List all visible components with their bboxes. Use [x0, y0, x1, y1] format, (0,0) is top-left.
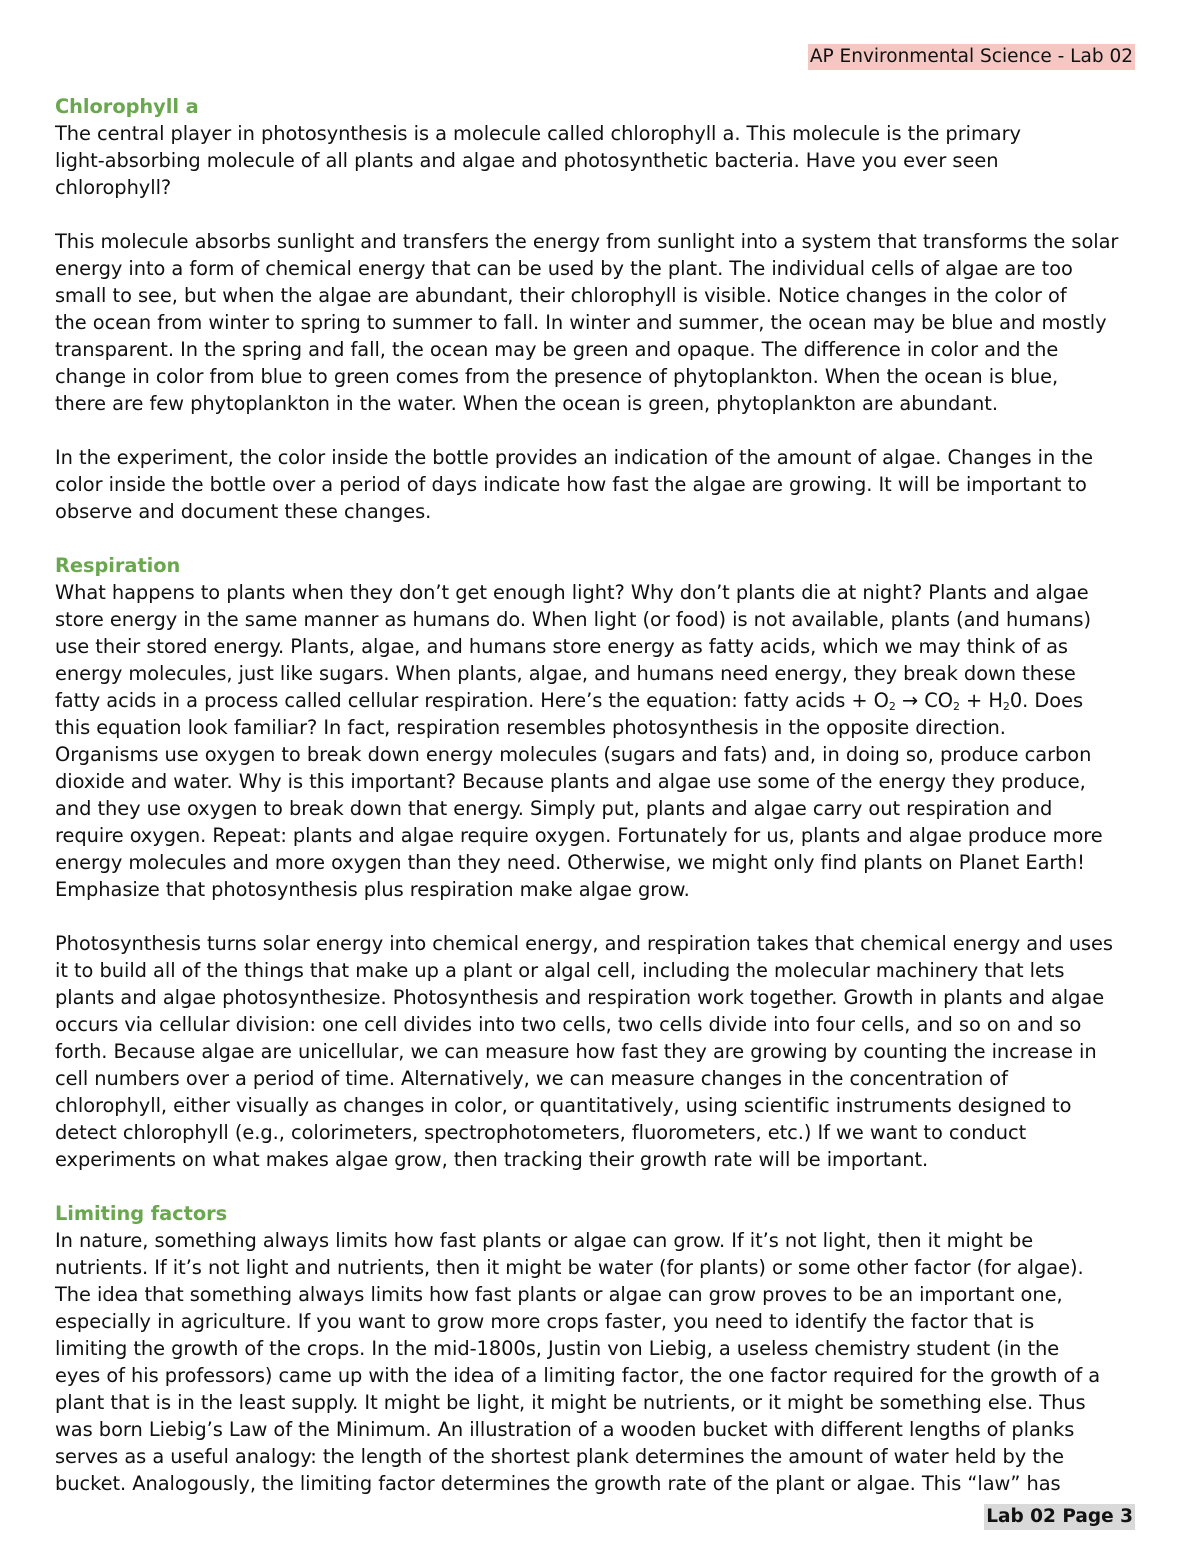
text-line: cell numbers over a period of time. Alternatively, we can measure changes in the concentration of	[55, 1067, 1008, 1090]
text-line: nutrients. If it’s not light and nutrients, then it might be water (for plants) or some other factor (for algae).	[55, 1256, 1084, 1279]
text-line: the ocean from winter to spring to summer to fall. In winter and summer, the ocean may be blue and mostly	[55, 311, 1107, 334]
text-line: occurs via cellular division: one cell divides into two cells, two cells divide into four cells, and so on and so	[55, 1013, 1082, 1036]
section-heading-limiting-factors: Limiting factors	[55, 1202, 228, 1225]
text-line: and they use oxygen to break down that energy. Simply put, plants and algae carry out respiration and	[55, 797, 1053, 820]
text-line: use their stored energy. Plants, algae, and humans store energy as fatty acids, which we may think of as	[55, 635, 1068, 658]
equation-text: + H	[959, 689, 1003, 712]
respiration-paragraph-2	[55, 930, 1135, 1173]
respiration-paragraph-1	[55, 579, 1135, 903]
text-line: The idea that something always limits how fast plants or algae can grow proves to be an important one,	[55, 1283, 1063, 1306]
text-line: change in color from blue to green comes from the presence of phytoplankton. When the ocean is blue,	[55, 365, 1059, 388]
chlorophyll-paragraph-2	[55, 228, 1135, 417]
text-line: plant that is in the least supply. It might be light, it might be nutrients, or it might be something else. Thus	[55, 1391, 1086, 1414]
section-heading-respiration: Respiration	[55, 554, 181, 577]
text-line: eyes of his professors) came up with the idea of a limiting factor, the one factor required for the growth of a	[55, 1364, 1101, 1387]
text-line: this equation look familiar? In fact, respiration resembles photosynthesis in the opposite direction.	[55, 716, 1006, 739]
text-line: experiments on what makes algae grow, then tracking their growth rate will be important.	[55, 1148, 929, 1171]
text-line: In nature, something always limits how fast plants or algae can grow. If it’s not light, then it might be	[55, 1229, 1034, 1252]
text-line: detect chlorophyll (e.g., colorimeters, spectrophotometers, fluorometers, etc.) If we want to conduct	[55, 1121, 1027, 1144]
text-line: there are few phytoplankton in the water. When the ocean is green, phytoplankton are abundant.	[55, 392, 998, 415]
text-line: forth. Because algae are unicellular, we can measure how fast they are growing by counting the increase in	[55, 1040, 1097, 1063]
text-line: store energy in the same manner as humans do. When light (or food) is not available, plants (and humans)	[55, 608, 1091, 631]
page-number-footer: Lab 02 Page 3	[984, 1504, 1135, 1530]
chlorophyll-paragraph-3	[55, 444, 1135, 525]
text-line: transparent. In the spring and fall, the ocean may be green and opaque. The difference in color and the	[55, 338, 1059, 361]
document-header: AP Environmental Science - Lab 02	[808, 44, 1135, 70]
text-line: limiting the growth of the crops. In the mid-1800s, Justin von Liebig, a useless chemistry student (in the	[55, 1337, 1060, 1360]
text-line: chlorophyll, either visually as changes in color, or quantitatively, using scientific instruments designed to	[55, 1094, 1072, 1117]
equation-lead-text: fatty acids in a process called cellular respiration. Here’s the equation: fatty acids + O	[55, 689, 889, 712]
text-line: small to see, but when the algae are abundant, their chlorophyll is visible. Notice changes in the color of	[55, 284, 1067, 307]
text-line: energy into a form of chemical energy that can be used by the plant. The individual cells of algae are too	[55, 257, 1073, 280]
chlorophyll-paragraph-1	[55, 120, 1135, 201]
text-line: This molecule absorbs sunlight and transfers the energy from sunlight into a system that transforms the solar	[55, 230, 1119, 253]
text-line: Photosynthesis turns solar energy into chemical energy, and respiration takes that chemical energy and uses	[55, 932, 1113, 955]
text-line: especially in agriculture. If you want to grow more crops faster, you need to identify the factor that is	[55, 1310, 1035, 1333]
text-line: color inside the bottle over a period of days indicate how fast the algae are growing. It will be important to	[55, 473, 1087, 496]
text-line: Emphasize that photosynthesis plus respiration make algae grow.	[55, 878, 690, 901]
equation-text: → CO	[895, 689, 953, 712]
text-line: dioxide and water. Why is this important? Because plants and algae use some of the energy they produce,	[55, 770, 1086, 793]
text-line: observe and document these changes.	[55, 500, 432, 523]
text-line: In the experiment, the color inside the bottle provides an indication of the amount of algae. Changes in the	[55, 446, 1093, 469]
text-line: require oxygen. Repeat: plants and algae require oxygen. Fortunately for us, plants and algae produce more	[55, 824, 1103, 847]
text-line: chlorophyll?	[55, 176, 172, 199]
text-line: Organisms use oxygen to break down energy molecules (sugars and fats) and, in doing so, produce carbon	[55, 743, 1092, 766]
text-line: it to build all of the things that make up a plant or algal cell, including the molecular machinery that lets	[55, 959, 1065, 982]
text-line: plants and algae photosynthesize. Photosynthesis and respiration work together. Growth in plants and algae	[55, 986, 1105, 1009]
equation-tail-text: 0. Does	[1009, 689, 1084, 712]
subscript: 2	[952, 700, 960, 713]
text-line: was born Liebig’s Law of the Minimum. An illustration of a wooden bucket with different lengths of planks	[55, 1418, 1075, 1441]
subscript: 2	[1002, 700, 1010, 713]
text-line: energy molecules and more oxygen than they need. Otherwise, we might only find plants on Planet Earth!	[55, 851, 1085, 874]
text-line: light-absorbing molecule of all plants and algae and photosynthetic bacteria. Have you ever seen	[55, 149, 999, 172]
text-line: The central player in photosynthesis is a molecule called chlorophyll a. This molecule is the primary	[55, 122, 1021, 145]
respiration-equation-line	[55, 687, 1135, 714]
subscript: 2	[888, 700, 896, 713]
text-line: bucket. Analogously, the limiting factor determines the growth rate of the plant or algae. This “law” has	[55, 1472, 1061, 1495]
limiting-factors-paragraph	[55, 1227, 1135, 1497]
page-body	[55, 93, 1135, 1497]
section-heading-chlorophyll: Chlorophyll a	[55, 95, 199, 118]
text-line: What happens to plants when they don’t get enough light? Why don’t plants die at night? Plants and algae	[55, 581, 1089, 604]
text-line: serves as a useful analogy: the length of the shortest plank determines the amount of water held by the	[55, 1445, 1065, 1468]
text-line: energy molecules, just like sugars. When plants, algae, and humans need energy, they break down these	[55, 662, 1076, 685]
